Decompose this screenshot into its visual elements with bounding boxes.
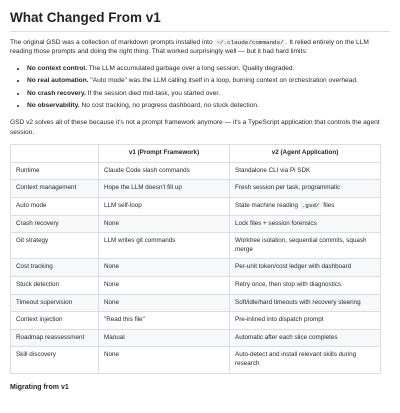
list-item-term: No real automation. [27,77,89,85]
column-header: v1 (Prompt Framework) [99,145,230,163]
list-item-term: No context control. [27,64,88,72]
v2-text: Standalone CLI via Pi SDK [235,166,311,174]
v2-cell [230,162,381,180]
list-item-term: No crash recovery. [27,89,86,97]
v1-cell: None [99,215,230,233]
v2-text: Worktree isolation, sequential commits, squash merge [235,237,367,253]
v2-cell [230,259,381,277]
list-item [27,64,390,73]
feature-cell: Stuck detection [11,277,99,295]
v2-cell [230,180,381,198]
v2-code: .gsd/ [301,202,320,210]
column-header: v2 (Agent Application) [230,145,381,163]
v2-cell [230,294,381,312]
v2-cell [230,347,381,373]
v2-text: Soft/idle/hard timeouts with recovery steering [235,298,361,306]
v2-cell [230,329,381,347]
intro-text-after: . It relied entirely on the LLM reading those prompts and doing the right thing. That worked surprisingly well — but it had hard limits: [10,39,369,56]
v2-text-after: files [321,202,335,210]
v2-cell [230,215,381,233]
v1-cell: None [99,294,230,312]
v2-text: Per-unit token/cost ledger with dashboard [235,263,352,271]
feature-cell: Runtime [11,162,99,180]
table-row [11,259,381,277]
feature-cell: Skill discovery [11,347,99,373]
v2-text: State machine reading [235,202,300,210]
v1-cell: None [99,277,230,295]
v1-cell: None [99,259,230,277]
table-row [11,180,381,198]
commands-path-code: ~/.claude/commands/ [216,39,284,46]
section-heading: What Changed From v1 [10,9,390,32]
feature-cell: Git strategy [11,233,99,259]
v2-cell [230,312,381,330]
v2-cell [230,198,381,216]
feature-cell: Timeout supervision [11,294,99,312]
feature-cell: Auto mode [11,198,99,216]
table-row [11,215,381,233]
v2-text: Automatic after each slice completes [235,333,338,341]
list-item [27,76,390,85]
table-row [11,294,381,312]
v2-text: Pre-inlined into dispatch prompt [235,316,324,324]
feature-cell: Context injection [11,312,99,330]
v1-cell: None [99,347,230,373]
v1-cell: Manual [99,329,230,347]
intro-paragraph [10,38,390,57]
next-section-heading: Migrating from v1 [10,383,69,391]
list-item-term: No observability. [27,102,80,110]
table-header-row [11,145,381,163]
list-item-text: No cost tracking, no progress dashboard, no stuck detection. [79,102,259,110]
list-item [27,89,390,98]
table-row [11,233,381,259]
v1-cell: "Read this file" [99,312,230,330]
list-item-text: "Auto mode" was the LLM calling itself in a loop, burning context on orchestration overhead. [88,77,358,85]
column-header [11,145,99,163]
v1-cell: LLM self-loop [99,198,230,216]
feature-cell: Cost tracking [11,259,99,277]
table-row [11,347,381,373]
feature-cell: Context management [11,180,99,198]
comparison-table [10,144,381,373]
intro-text-before: The original GSD was a collection of markdown prompts installed into [10,39,215,46]
table-row [11,162,381,180]
v2-text: Retry once, then stop with diagnostics [235,281,342,288]
v1-cell: Hope the LLM doesn't fill up [99,180,230,198]
feature-cell: Crash recovery [11,215,99,233]
list-item-text: If the session died mid-task, you started over. [85,89,221,97]
limits-list [10,64,390,111]
table-row [11,198,381,216]
feature-cell: Roadmap reassessment [11,329,99,347]
v2-text: Fresh session per task, programmatic [235,184,341,192]
list-item-text: The LLM accumulated garbage over a long session. Quality degraded. [87,64,295,72]
table-row [11,329,381,347]
table-row [11,277,381,295]
v2-text: Auto-detect and install relevant skills during research [235,351,357,367]
list-item [27,101,390,110]
v2-cell [230,277,381,295]
summary-paragraph: GSD v2 solves all of these because it's not a prompt framework anymore — it's a TypeScript application that controls the agent session. [10,119,380,136]
table-row [11,312,381,330]
v2-cell [230,233,381,259]
v1-cell: LLM writes git commands [99,233,230,259]
v1-cell: Claude Code slash commands [99,162,230,180]
v2-text: Lock files + session forensics [235,219,317,227]
